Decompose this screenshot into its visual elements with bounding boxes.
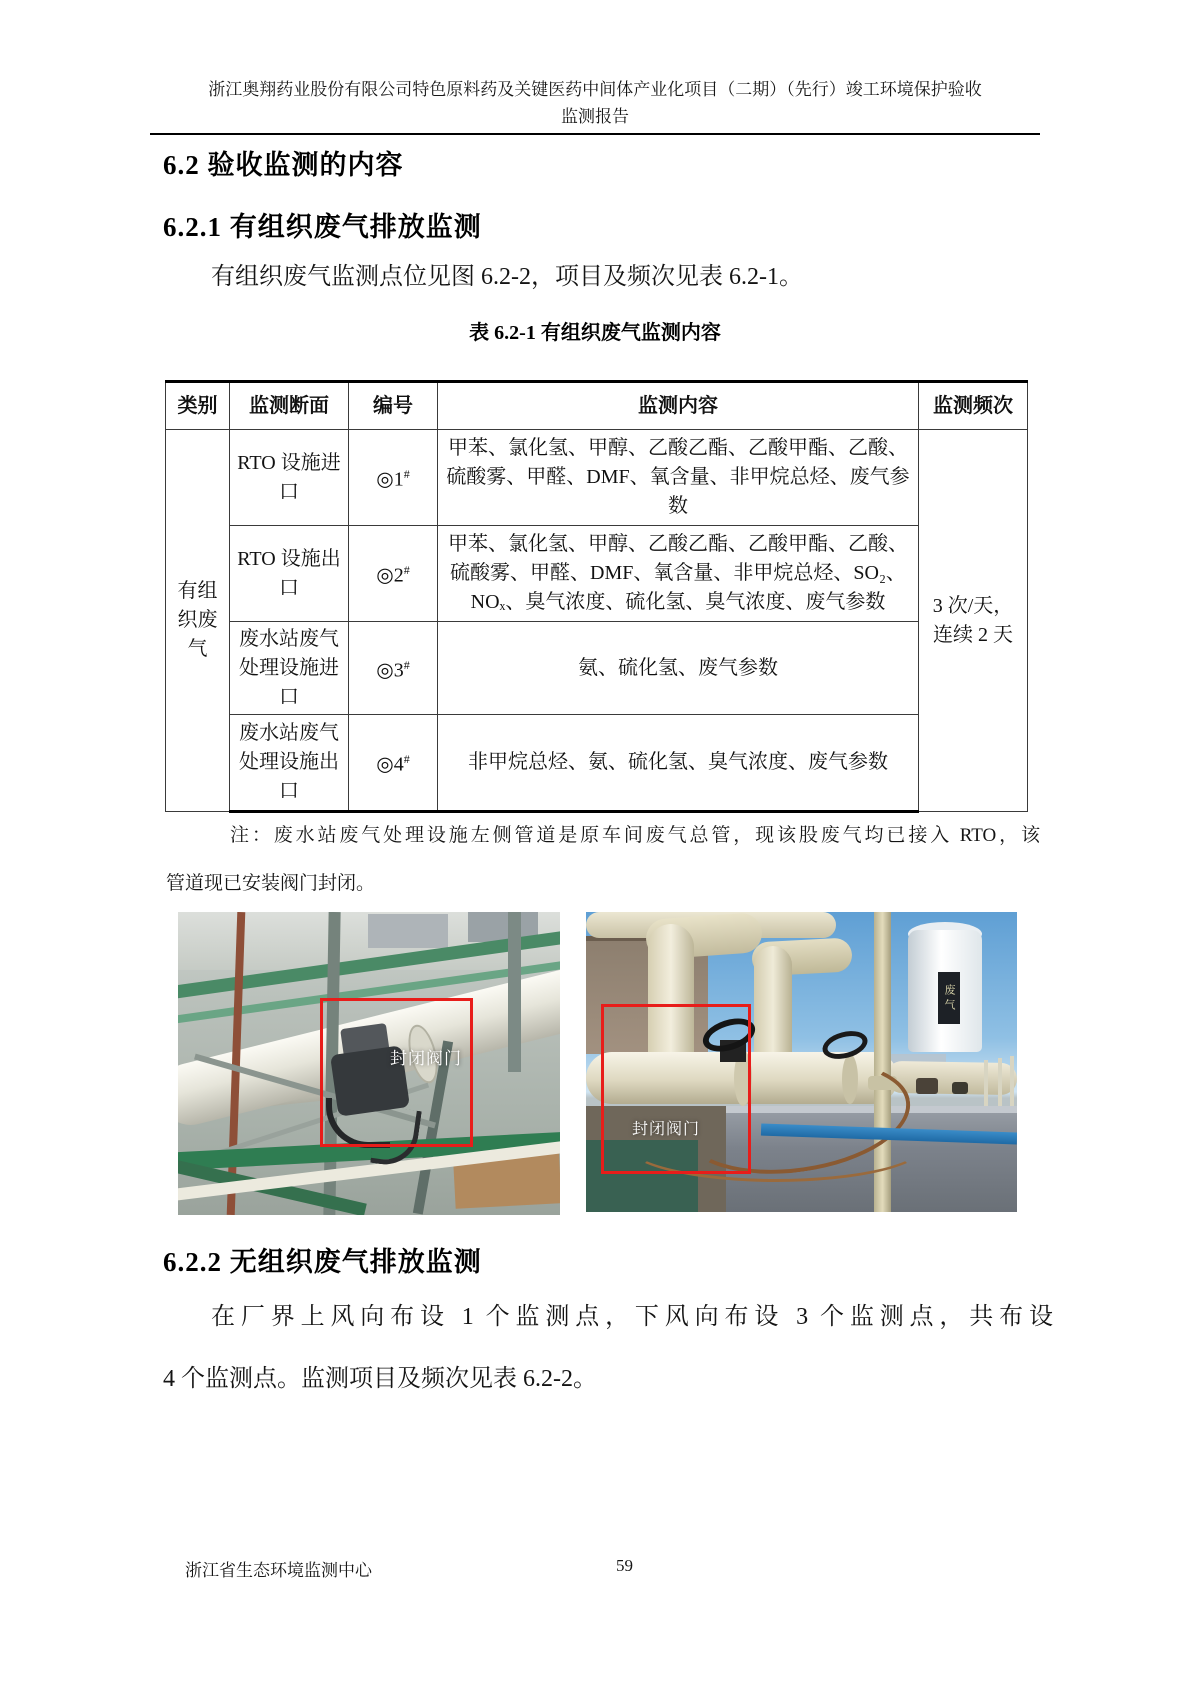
col-header-content: 监测内容 xyxy=(438,382,919,430)
section-6-2-title: 6.2 验收监测的内容 xyxy=(163,150,404,180)
section-6-2-2-paragraph-line1: 在厂界上风向布设 1 个监测点，下风向布设 3 个监测点，共布设 xyxy=(211,1304,1053,1330)
footer-organization: 浙江省生态环境监测中心 xyxy=(185,1561,372,1580)
code-mark: ◎4 xyxy=(376,753,404,776)
table-header-row xyxy=(166,382,1028,430)
col-header-category: 类别 xyxy=(166,382,230,430)
content-cell: 甲苯、氯化氢、甲醇、乙酸乙酯、乙酸甲酯、乙酸、硫酸雾、甲醛、DMF、氧含量、非甲烷总烃、SO₂、NOₓ、臭气浓度、硫化氢、臭气浓度、废气参数 xyxy=(438,526,919,622)
tank-sign: 废气 xyxy=(938,972,960,1024)
content-cell: 甲苯、氯化氢、甲醇、乙酸乙酯、乙酸甲酯、乙酸、硫酸雾、甲醛、DMF、氧含量、非甲烷总烃、废气参数 xyxy=(438,430,919,526)
page-number: 59 xyxy=(616,1556,633,1575)
code-cell xyxy=(349,526,438,622)
photo-shape xyxy=(368,914,448,948)
monitoring-table xyxy=(165,380,1028,813)
table-row xyxy=(166,430,1028,526)
annotation-label-2: 封闭阀门 xyxy=(632,1121,701,1138)
code-mark: ◎3 xyxy=(376,659,404,682)
content-cell: 氨、硫化氢、废气参数 xyxy=(438,622,919,715)
header-line1: 浙江奥翔药业股份有限公司特色原料药及关键医药中间体产业化项目（二期）（先行）竣工环境保护验收 xyxy=(208,80,982,99)
header-line2: 监测报告 xyxy=(561,107,629,126)
annotation-box-1 xyxy=(320,998,473,1147)
annotation-box-2 xyxy=(601,1004,751,1174)
section-cell: 废水站废气处理设施进口 xyxy=(230,622,349,715)
photo-closed-valve-1 xyxy=(178,912,560,1215)
code-cell xyxy=(349,622,438,715)
table-row xyxy=(166,715,1028,812)
gray-post xyxy=(508,912,521,1072)
code-superscript: # xyxy=(403,563,410,578)
vertical-pipe-2 xyxy=(754,946,792,1068)
railing-post xyxy=(984,1060,988,1106)
code-cell xyxy=(349,715,438,812)
header-divider xyxy=(150,133,1040,135)
equipment-blob xyxy=(916,1078,938,1094)
frequency-cell: 3 次/天，连续 2 天 xyxy=(919,430,1028,812)
section-6-2-2-paragraph-line2: 4 个监测点。监测项目及频次见表 6.2-2。 xyxy=(163,1366,597,1392)
note-line1: 注：废水站废气处理设施左侧管道是原车间废气总管，现该股废气均已接入 RTO，该 xyxy=(230,825,1040,846)
section-cell: RTO 设施出口 xyxy=(230,526,349,622)
section-6-2-1-paragraph: 有组织废气监测点位见图 6.2-2，项目及频次见表 6.2-1。 xyxy=(211,264,803,290)
page-header xyxy=(150,76,1040,130)
col-header-frequency: 监测频次 xyxy=(919,382,1028,430)
code-superscript: # xyxy=(403,657,410,672)
section-6-2-1-title: 6.2.1 有组织废气排放监测 xyxy=(163,212,482,242)
equipment-blob xyxy=(952,1082,968,1094)
code-mark: ◎2 xyxy=(376,564,404,587)
code-superscript: # xyxy=(403,467,410,482)
table-title: 表 6.2-1 有组织废气监测内容 xyxy=(469,322,721,344)
railing-post xyxy=(998,1058,1002,1106)
table-note xyxy=(166,812,1040,908)
photo-closed-valve-2 xyxy=(586,912,1017,1212)
note-line2: 管道现已安装阀门封闭。 xyxy=(166,873,376,894)
content-cell: 非甲烷总烃、氨、硫化氢、臭气浓度、废气参数 xyxy=(438,715,919,812)
code-mark: ◎1 xyxy=(376,468,404,491)
table-row xyxy=(166,622,1028,715)
code-cell xyxy=(349,430,438,526)
col-header-code: 编号 xyxy=(349,382,438,430)
annotation-label-1: 封闭阀门 xyxy=(390,1049,462,1068)
section-6-2-2-title: 6.2.2 无组织废气排放监测 xyxy=(163,1247,482,1277)
col-header-section: 监测断面 xyxy=(230,382,349,430)
railing-post xyxy=(1010,1056,1014,1106)
category-cell: 有组织废气 xyxy=(166,430,230,812)
section-cell: RTO 设施进口 xyxy=(230,430,349,526)
table-row xyxy=(166,526,1028,622)
section-cell: 废水站废气处理设施出口 xyxy=(230,715,349,812)
code-superscript: # xyxy=(403,752,410,767)
